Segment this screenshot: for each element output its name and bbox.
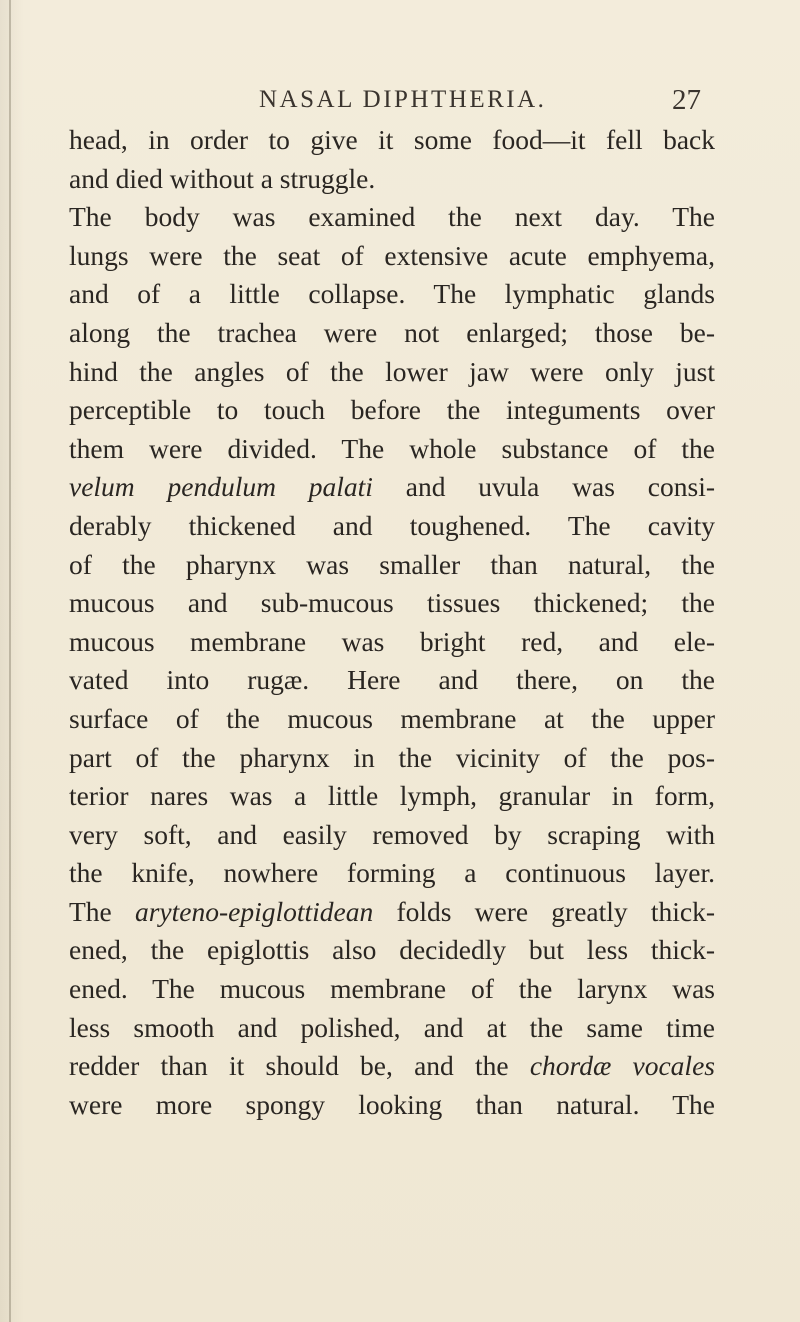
text-run: mucous membrane was bright red, and ele-: [69, 625, 715, 657]
text-run: The body was examined the next day. The: [69, 201, 715, 233]
text-run: hind the angles of the lower jaw were only just: [69, 355, 715, 387]
text-line: [69, 661, 715, 700]
italic-text: velum pendulum palati: [69, 471, 373, 503]
text-line: [69, 353, 715, 392]
text-run: The: [69, 895, 135, 927]
text-line: [69, 314, 715, 353]
text-line: [69, 237, 715, 276]
body-text: [69, 121, 715, 1124]
text-line: [69, 546, 715, 585]
text-run: lungs were the seat of extensive acute emphyema,: [69, 239, 715, 271]
text-run: terior nares was a little lymph, granular in form,: [69, 780, 715, 812]
text-line: [69, 584, 715, 623]
text-line: [69, 777, 715, 816]
running-title: NASAL DIPHTHERIA.: [259, 86, 547, 113]
text-line: [69, 391, 715, 430]
text-run: surface of the mucous membrane at the upper: [69, 702, 715, 734]
text-run: and uvula was consi-: [372, 471, 715, 503]
text-line: [69, 1086, 715, 1125]
text-line: [69, 507, 715, 546]
text-line: [69, 275, 715, 314]
text-run: them were divided. The whole substance of the: [69, 432, 715, 464]
text-line: [69, 1009, 715, 1048]
text-run: derably thickened and toughened. The cavity: [69, 509, 715, 541]
text-line: [69, 970, 715, 1009]
text-run: along the trachea were not enlarged; those be-: [69, 316, 715, 348]
text-line: [69, 623, 715, 662]
text-run: folds were greatly thick-: [373, 895, 715, 927]
text-line: [69, 160, 715, 199]
text-line: [69, 430, 715, 469]
italic-text: aryteno-epiglottidean: [134, 895, 374, 927]
text-run: very soft, and easily removed by scraping with: [69, 818, 715, 850]
text-line: [69, 854, 715, 893]
text-line: [69, 893, 715, 932]
text-run: of the pharynx was smaller than natural, the: [69, 548, 715, 580]
text-run: vated into rugæ. Here and there, on the: [69, 664, 715, 696]
text-run: ened, the epiglottis also decidedly but less thick-: [69, 934, 715, 966]
text-line: [69, 1047, 715, 1086]
text-run: head, in order to give it some food—it fell back: [69, 124, 715, 155]
text-run: perceptible to touch before the integuments over: [69, 394, 715, 426]
text-run: and of a little collapse. The lymphatic glands: [69, 278, 715, 310]
text-line: [69, 739, 715, 778]
text-run: less smooth and polished, and at the same time: [69, 1011, 715, 1043]
text-run: the knife, nowhere forming a continuous layer.: [69, 857, 715, 889]
page-number: 27: [672, 84, 701, 116]
text-line: [69, 121, 715, 160]
text-run: were more spongy looking than natural. The: [69, 1088, 715, 1120]
text-run: part of the pharynx in the vicinity of the pos-: [69, 741, 715, 773]
text-run: ened. The mucous membrane of the larynx was: [69, 973, 715, 1005]
italic-text: chordæ vocales: [529, 1050, 715, 1082]
running-header: [0, 86, 800, 126]
text-line: [69, 700, 715, 739]
text-run: and died without a struggle.: [69, 162, 376, 194]
text-line: [69, 931, 715, 970]
text-run: mucous and sub-mucous tissues thickened; the: [69, 587, 715, 619]
text-run: redder than it should be, and the: [69, 1050, 530, 1082]
text-line: [69, 468, 715, 507]
text-line: [69, 816, 715, 855]
page-edge-shadow: [9, 0, 11, 1322]
text-line: [69, 198, 715, 237]
